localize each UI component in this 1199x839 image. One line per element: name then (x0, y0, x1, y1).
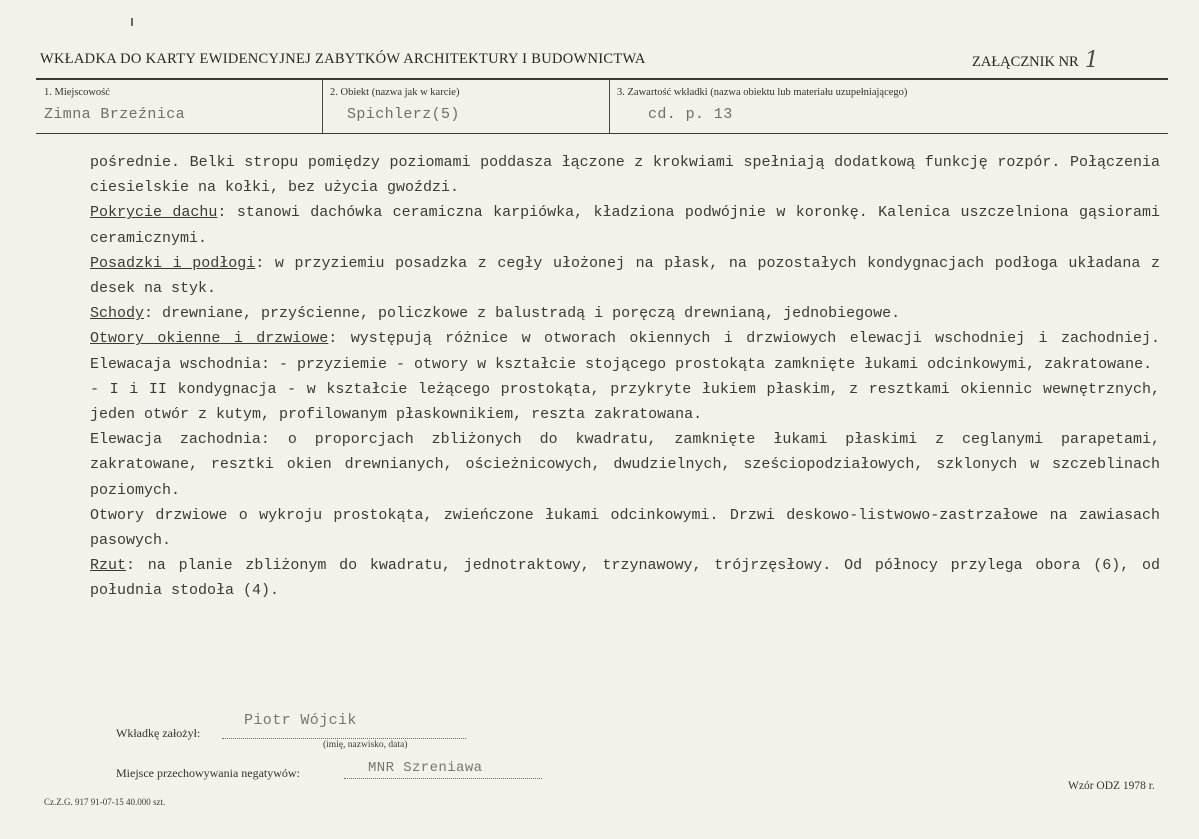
author-dotted-line (222, 738, 466, 739)
paragraph-openings (90, 326, 1160, 376)
fields-bottom-rule (36, 133, 1168, 134)
heading-roofing: Pokrycie dachu (90, 204, 218, 222)
annex-number: 1 (1084, 48, 1099, 73)
author-value: Piotr Wójcik (244, 712, 357, 729)
heading-openings: Otwory okienne i drzwiowe (90, 330, 329, 348)
paragraph-floors (90, 251, 1160, 301)
header-rule (36, 78, 1168, 80)
object-label: 2. Obiekt (nazwa jak w karcie) (330, 87, 460, 98)
description-text (90, 150, 1160, 604)
storage-label: Miejsce przechowywania negatywów: (116, 766, 300, 780)
heading-floors: Posadzki i podłogi (90, 254, 256, 272)
text-openings: : występują różnice w otworach okiennych i drzwiowych elewacji wschodniej i zachodniej. Elewacaja wschodnia: - przyziemie - otwory w kształcie stojącego prostokąta zamknięte łukami odcinkowymi, zakratowane. (90, 330, 1160, 373)
form-pattern: Wzór ODZ 1978 r. (1068, 780, 1155, 792)
object-value: Spichlerz(5) (347, 106, 460, 123)
print-info: Cz.Z.G. 917 91-07-15 40.000 szt. (44, 797, 166, 807)
paragraph-doors: Otwory drzwiowe o wykroju prostokąta, zwieńczone łukami odcinkowymi. Drzwi deskowo-listwowo-zastrzałowe na zawiasach pasowych. (90, 506, 1160, 550)
storage-value: MNR Szreniawa (368, 760, 483, 776)
contents-label: 3. Zawartość wkładki (nazwa obiektu lub materiału uzupełniającego) (617, 87, 908, 98)
paragraph-plan (90, 553, 1160, 603)
location-value: Zimna Brzeźnica (44, 106, 186, 123)
author-hint: (imię, nazwisko, data) (323, 740, 408, 750)
form-title: WKŁADKA DO KARTY EWIDENCYJNEJ ZABYTKÓW ARCHITEKTURY I BUDOWNICTWA (40, 51, 646, 67)
heading-plan: Rzut (90, 557, 127, 575)
annex-label: ZAŁĄCZNIK NR (972, 54, 1079, 70)
paragraph-roofing (90, 200, 1160, 250)
storage-dotted-line (344, 778, 542, 779)
text-stairs: : drewniane, przyścienne, policzkowe z balustradą i poręczą drewnianą, jednobiegowe. (144, 305, 901, 323)
author-label: Wkładkę założył: (116, 726, 201, 740)
contents-value: cd. p. 13 (648, 106, 733, 123)
paragraph-roof-structure: pośrednie. Belki stropu pomiędzy poziomami poddasza łączone z krokwiami spełniają dodatkową funkcję rozpór. Połączenia ciesielskie na kołki, bez użycia gwoździ. (90, 154, 1160, 197)
text-floors: : w przyziemiu posadzka z cegły ułożonej na płask, na pozostałych kondygnacjach podłoga układana z desek na styk. (90, 254, 1160, 298)
location-label: 1. Miejscowość (44, 87, 110, 98)
text-plan: : na planie zbliżonym do kwadratu, jednotraktowy, trzynawowy, trójrzęsłowy. Od północy przylega obora (6), od południa stodoła (4). (90, 557, 1160, 600)
paragraph-upper-storeys: - I i II kondygnacja - w kształcie leżącego prostokąta, przykryte łukiem płaskim, z resztkami okiennic wewnętrznych, jeden otwór z kutym, profilowanym płaskownikiem, reszta zakratowana. (90, 380, 1160, 424)
paper-mark (131, 18, 133, 26)
text-roofing: : stanowi dachówka ceramiczna karpiówka, kładziona podwójnie w koronkę. Kalenica uszczelniona gąsiorami ceramicznymi. (90, 204, 1160, 247)
field-divider-2 (609, 80, 610, 134)
paragraph-stairs (90, 301, 1160, 326)
heading-stairs: Schody (90, 305, 145, 323)
paragraph-west-elevation: Elewacja zachodnia: o proporcjach zbliżonych do kwadratu, zamknięte łukami płaskimi z ceglanymi parapetami, zakratowane, resztki okien drewnianych, ościeżnicowych, dwudzielnych, sześciopodziałowych, szklonych w szczeblinach poziomych. (90, 431, 1160, 499)
field-divider-1 (322, 80, 323, 134)
annex-label-group (972, 47, 1099, 72)
